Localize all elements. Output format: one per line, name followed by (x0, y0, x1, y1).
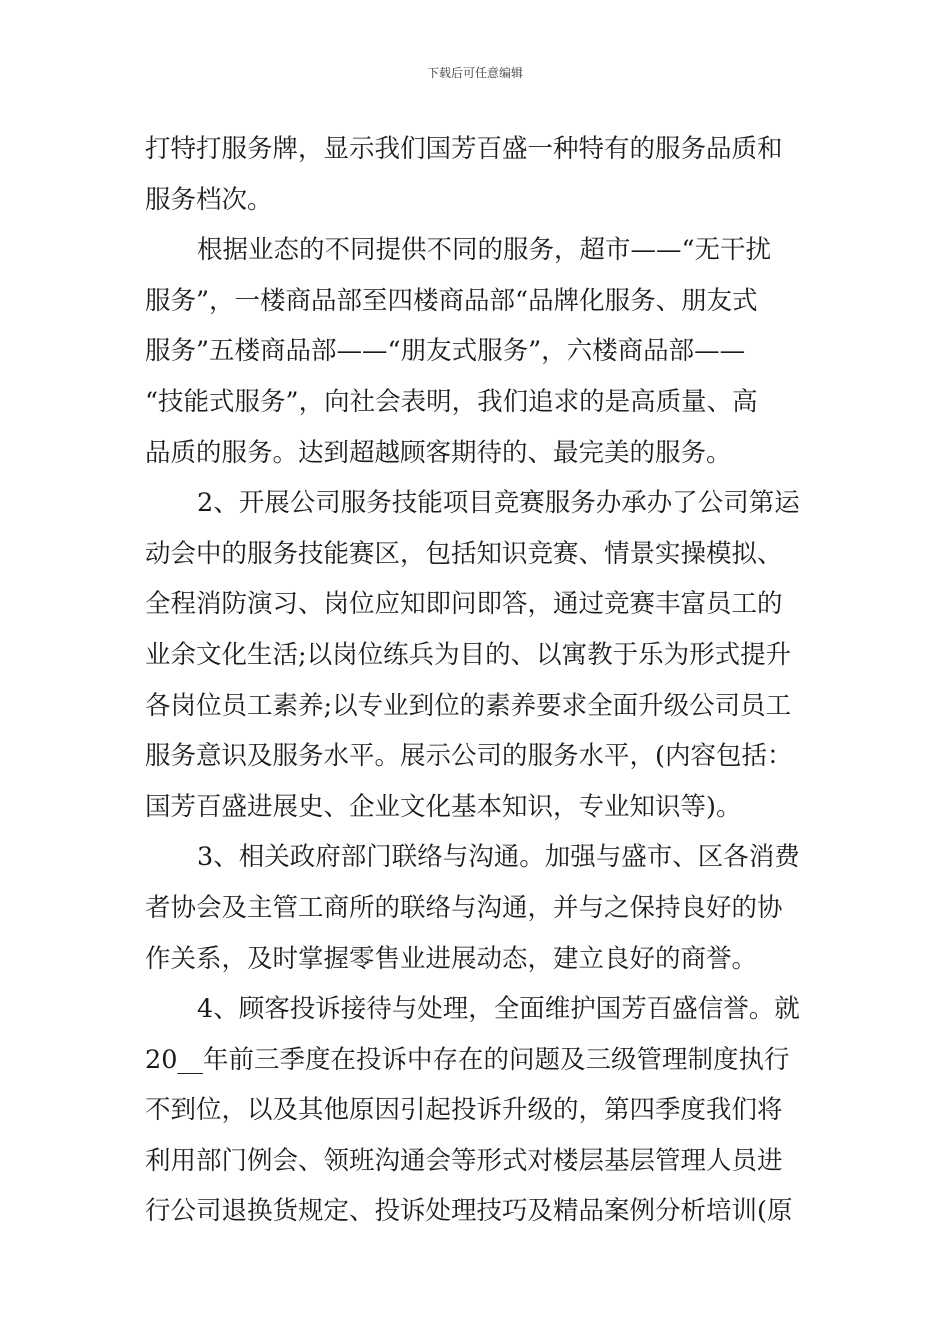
text-line: 者协会及主管工商所的联络与沟通，并与之保持良好的协 (145, 892, 783, 923)
text-line: 服务”，一楼商品部至四楼商品部“品牌化服务、朋友式 (145, 285, 758, 316)
text-line: “技能式服务”，向社会表明，我们追求的是高质量、高 (145, 386, 758, 417)
text-line: 20__年前三季度在投诉中存在的问题及三级管理制度执行 (145, 1044, 790, 1075)
text-line: 品质的服务。达到超越顾客期待的、最完美的服务。 (145, 437, 732, 468)
paragraph-start-line: 根据业态的不同提供不同的服务，超市——“无干扰 (197, 235, 772, 266)
text-line: 服务档次。 (145, 184, 273, 215)
text-line: 利用部门例会、领班沟通会等形式对楼层基层管理人员进 (145, 1145, 783, 1176)
text-line: 行公司退换货规定、投诉处理技巧及精品案例分析培训(原 (145, 1196, 793, 1227)
text-line: 打特打服务牌，显示我们国芳百盛一种特有的服务品质和 (145, 134, 783, 164)
text-line: 不到位，以及其他原因引起投诉升级的，第四季度我们将 (145, 1095, 783, 1126)
paragraph-start-line: 3、相关政府部门联络与沟通。加强与盛市、区各消费 (197, 842, 800, 873)
text-line: 服务”五楼商品部——“朋友式服务”，六楼商品部—— (145, 336, 746, 367)
paragraph-start-line: 4、顾客投诉接待与处理，全面维护国芳百盛信誉。就 (197, 994, 800, 1025)
text-line: 业余文化生活;以岗位练兵为目的、以寓教于乐为形式提升 (145, 639, 792, 670)
text-line: 各岗位员工素养;以专业到位的素养要求全面升级公司员工 (145, 690, 792, 721)
text-line: 服务意识及服务水平。展示公司的服务水平，(内容包括： (145, 741, 793, 772)
document-body (145, 124, 807, 1237)
text-line: 国芳百盛进展史、企业文化基本知识，专业知识等)。 (145, 791, 742, 822)
text-line: 作关系，及时掌握零售业进展动态，建立良好的商誉。 (145, 943, 758, 974)
text-line: 动会中的服务技能赛区，包括知识竞赛、情景实操模拟、 (145, 538, 783, 569)
page-header: 下载后可任意编辑 (426, 66, 523, 80)
paragraph-start-line: 2、开展公司服务技能项目竞赛服务办承办了公司第运 (197, 488, 800, 519)
text-line: 全程消防演习、岗位应知即问即答，通过竞赛丰富员工的 (145, 589, 783, 620)
